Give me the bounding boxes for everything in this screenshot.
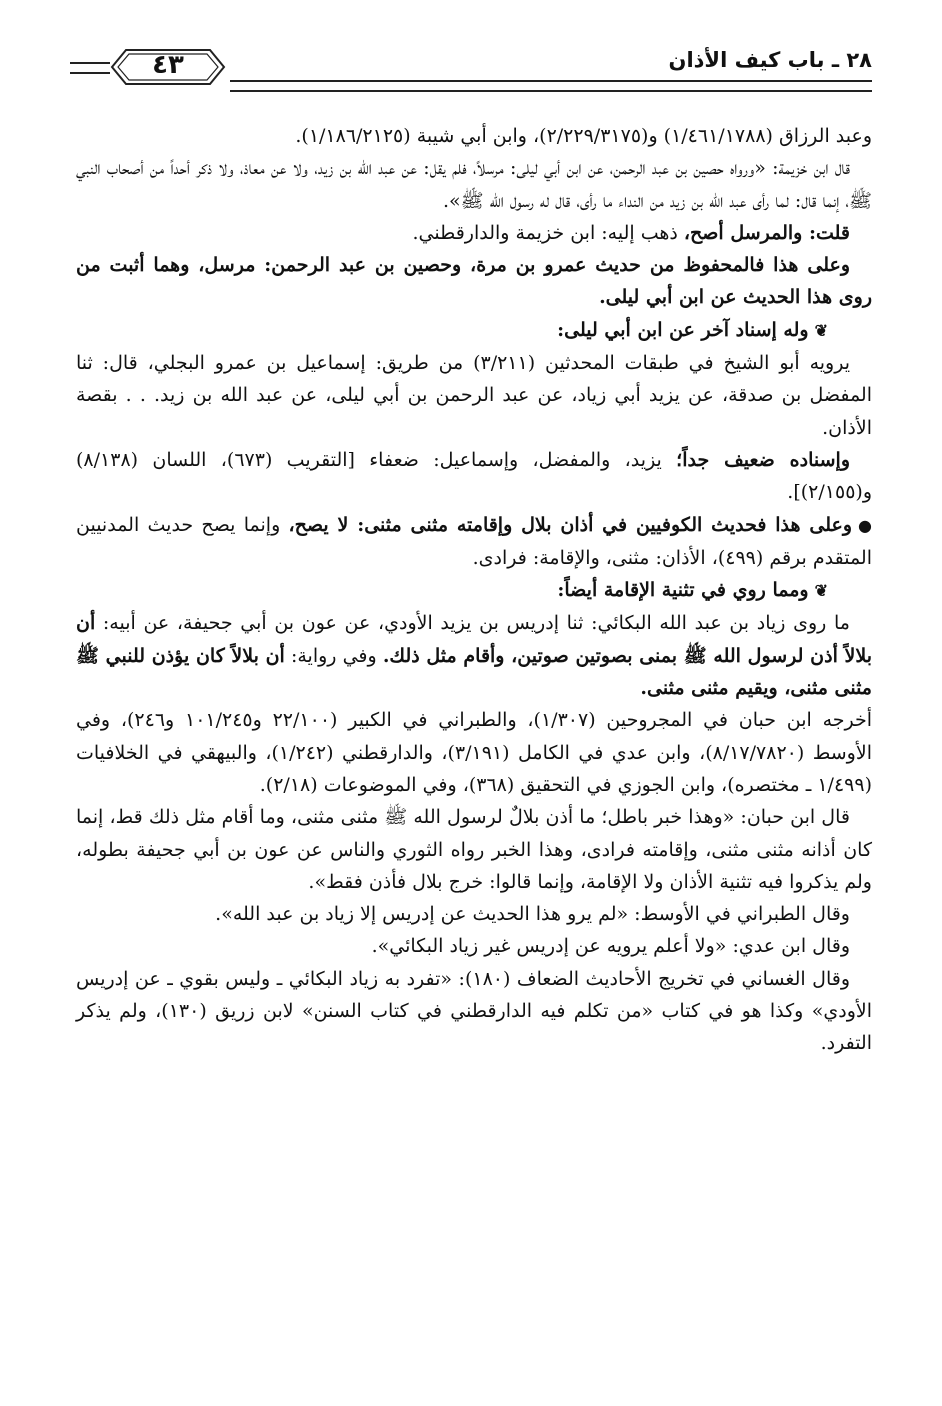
paragraph: أخرجه ابن حبان في المجروحين (١/٣٠٧)، والطبراني في الكبير (٢٢/١٠٠ و١٠١/٢٤٥ و٢٤٦)، وفي الأوسط (٨/١٧/٧٨٢٠)، وابن عدي في الكامل (٣/١٩١)، والدارقطني (١/٢٤٢)، والبيهقي في الخلافيات (١/٤٩٩ ـ مختصره)، وابن الجوزي في التحقيق (٣٦٨)، وفي الموضوعات (٢/١٨).	[76, 709, 873, 796]
paragraph: قال ابن حبان: «وهذا خبر باطل؛ ما أذن بلالٌ لرسول الله ﷺ مثنى مثنى، وما أقام مثل ذلك قط، إنما كان أذانه مثنى مثنى، وإقامته فرادى، وهذا الخبر رواه الثوري والناس عن عون بن أبي جحيفة بطوله، ولم يذكروا فيه تثنية الأذان ولا الإقامة، وإنما قالوا: خرج بلال فأذن فقط».	[76, 806, 872, 893]
paragraph: وقال ابن عدي: «ولا أعلم يرويه عن إدريس غير زياد البكائي».	[371, 935, 850, 958]
paragraph: قلت: والمرسل أصح، ذهب إليه: ابن خزيمة والدارقطني.	[412, 221, 850, 244]
section-heading: ❦وله إسناد آخر عن ابن أبي ليلى:	[76, 314, 872, 347]
page-number: ٤٣	[152, 50, 184, 80]
page-number-frame	[108, 46, 228, 88]
header-rule-left	[70, 62, 110, 74]
page-header	[70, 44, 872, 104]
paragraph: ●وعلى هذا فحديث الكوفيين في أذان بلال وإقامته مثنى مثنى: لا يصح، وإنما يصح حديث المدنيين المتقدم برقم (٤٩٩)، الأذان: مثنى، والإقامة: فرادى.	[76, 509, 872, 575]
paragraph: يرويه أبو الشيخ في طبقات المحدثين (٣/٢١١) من طريق: إسماعيل بن عمرو البجلي، قال: ثنا المفضل بن صدقة، عن يزيد أبي زياد، عن عبد الرحمن بن أبي ليلى، عن عبد الله بن زيد. . . بقصة الأذان.	[76, 352, 872, 439]
paragraph: وإسناده ضعيف جداً؛ يزيد، والمفضل، وإسماعيل: ضعفاء [التقريب (٦٧٣)، اللسان (٨/١٣٨) و(٢/١٥٥)].	[76, 448, 872, 504]
paragraph: ما روى زياد بن عبد الله البكائي: ثنا إدريس بن يزيد الأودي، عن عون بن أبي جحيفة، عن أبيه: أن بلالاً أذن لرسول الله ﷺ بمنى بصوتين صوتين، وأقام مثل ذلك. وفي رواية: أن بلالاً كان يؤذن للنبي ﷺ مثنى مثنى، ويقيم مثنى مثنى.	[76, 612, 873, 700]
chapter-title: ٢٨ ـ باب كيف الأذان	[668, 48, 872, 72]
paragraph: قال ابن خزيمة: «ورواه حصين بن عبد الرحمن، عن ابن أبي ليلى: مرسلاً، فلم يقل: عن عبد الله بن زيد، ولا عن معاذ، ولا ذكر أحداً من أصحاب النبي ﷺ، إنما قال: لما رأى عبد الله بن زيد من النداء ما رأى، قال له رسول الله ﷺ».	[76, 157, 872, 212]
header-rule	[230, 80, 872, 92]
bullet-icon: ●	[858, 515, 872, 535]
paragraph: وقال الغساني في تخريج الأحاديث الضعاف (١٨٠): «تفرد به زياد البكائي ـ وليس بقوي ـ عن إدريس الأودي» وكذا هو في كتاب «من تكلم فيه الدارقطني في كتاب السنن» لابن زريق (١٣٠)، ولم يذكر التفرد.	[76, 967, 872, 1055]
section-heading: ❦ومما روي في تثنية الإقامة أيضاً:	[76, 574, 872, 607]
ornament-icon: ❦	[814, 581, 828, 601]
paragraph: وقال الطبراني في الأوسط: «لم يرو هذا الحديث عن إدريس إلا زياد بن عبد الله».	[215, 903, 850, 926]
paragraph: وعبد الرزاق (١/٤٦١/١٧٨٨) و(٢/٢٢٩/٣١٧٥)، وابن أبي شيبة (١/١٨٦/٢١٢٥).	[295, 125, 872, 147]
page-body	[76, 120, 872, 1060]
paragraph: وعلى هذا فالمحفوظ من حديث عمرو بن مرة، وحصين بن عبد الرحمن: مرسل، وهما أثبت من روى هذا الحديث عن ابن أبي ليلى.	[76, 254, 872, 309]
ornament-icon: ❦	[814, 320, 828, 340]
